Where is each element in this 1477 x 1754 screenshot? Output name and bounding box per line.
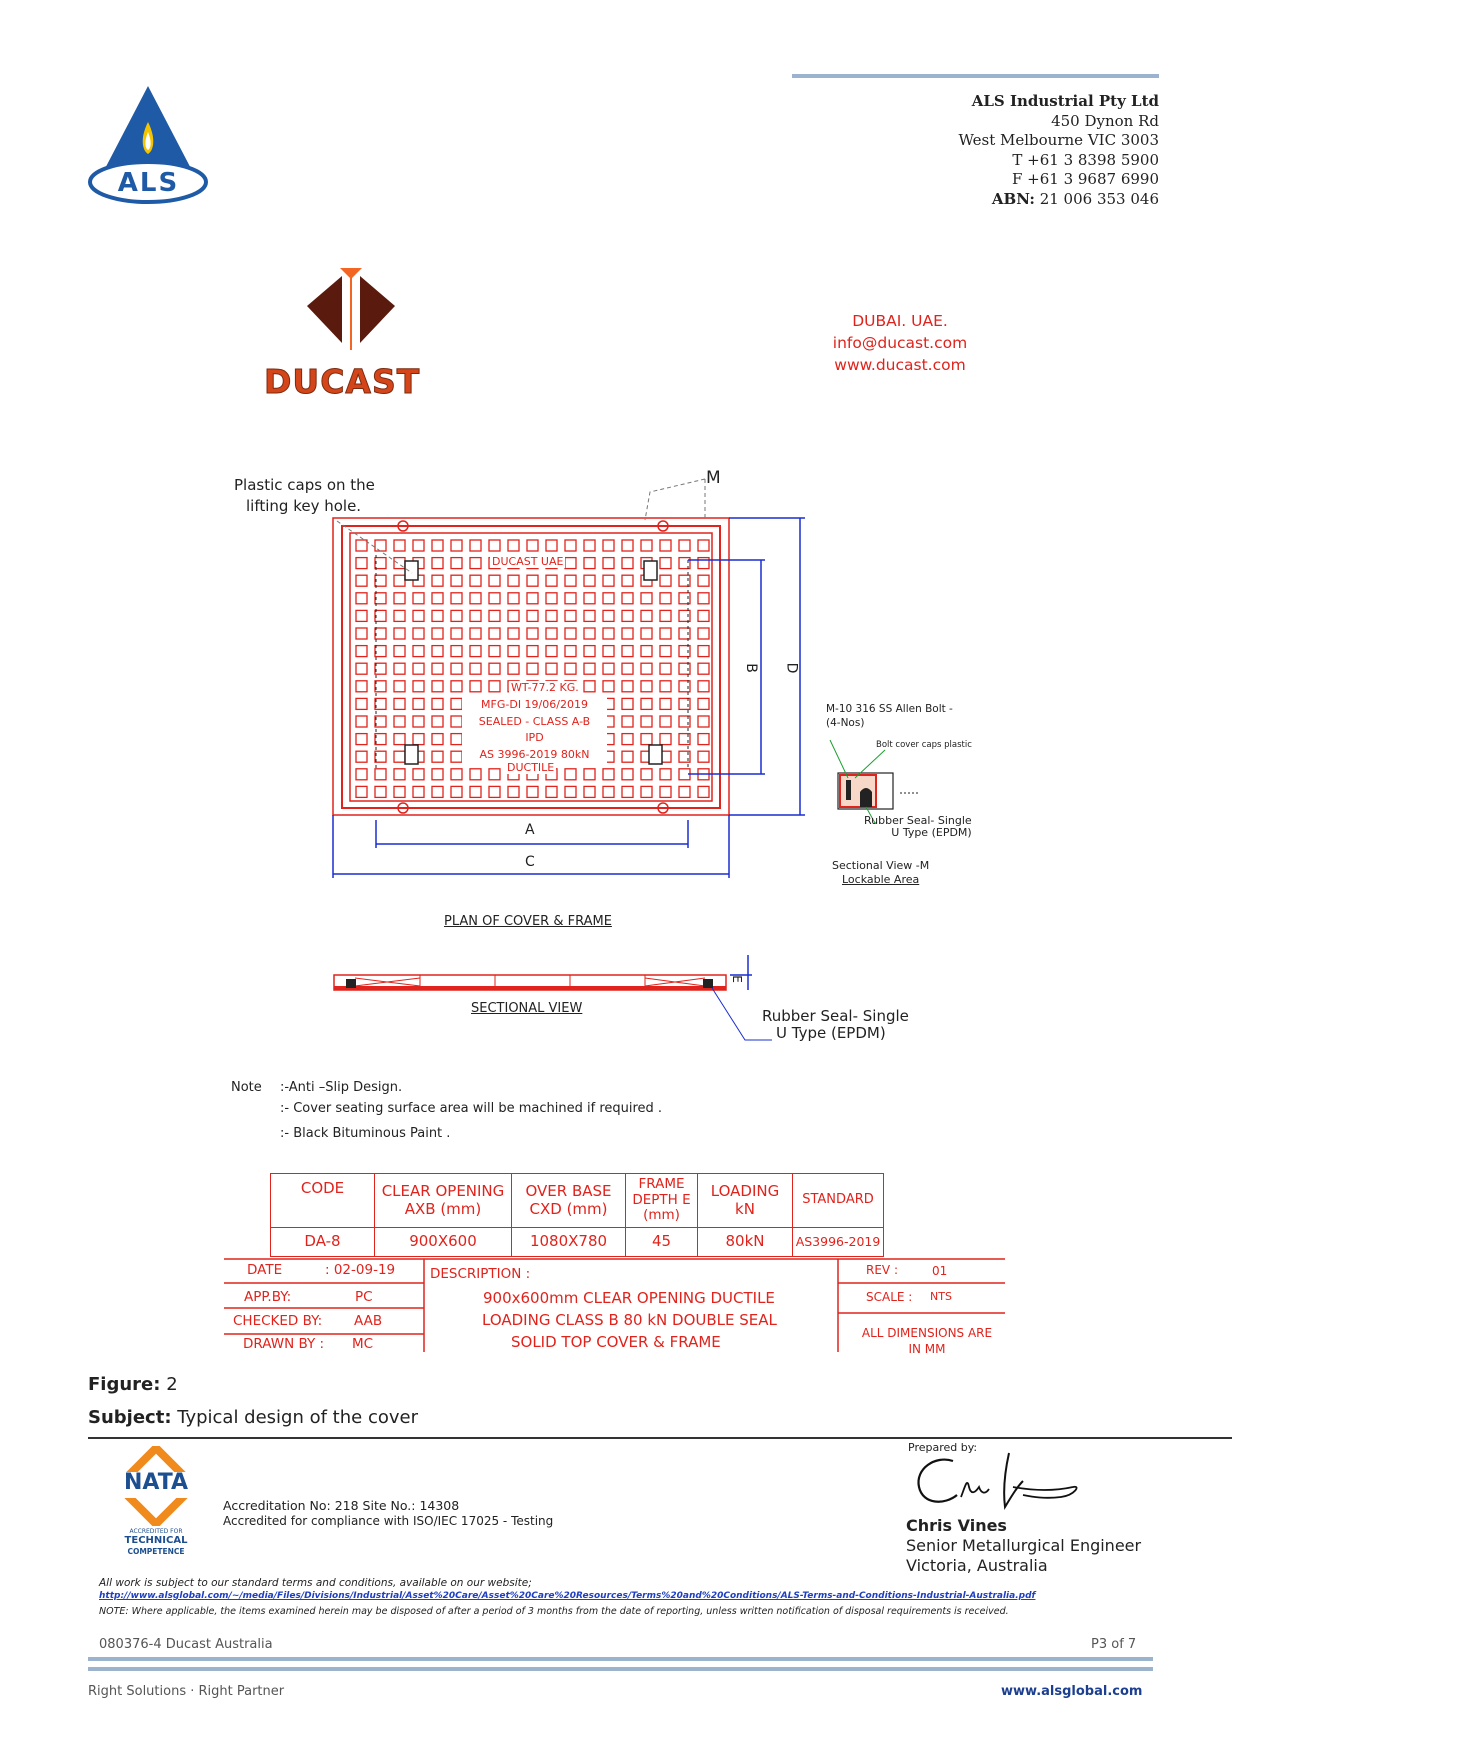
abn-label: ABN: (991, 189, 1035, 208)
footer-rule-2 (88, 1667, 1153, 1671)
signer-title: Senior Metallurgical Engineer (906, 1536, 1142, 1555)
note-item-2: :- Cover seating surface area will be machined if required . (280, 1101, 663, 1116)
checked-by-label: CHECKED BY: (233, 1313, 323, 1329)
spec-cell-frame-depth: 45 (625, 1227, 698, 1257)
date-value: : 02-09-19 (325, 1262, 396, 1278)
checked-by-value: AAB (354, 1313, 383, 1329)
nata-logo-text: NATA (123, 1470, 189, 1495)
dim-e-label: E (729, 975, 744, 983)
abn-value: 21 006 353 046 (1039, 189, 1159, 208)
dim-a-label: A (525, 822, 535, 838)
spec-cell-over-base: 1080X780 (511, 1227, 626, 1257)
spec-header-loading: LOADING kN (697, 1173, 793, 1228)
disposal-note: NOTE: Where applicable, the items examined herein may be disposed of after a period of 3 months from the date of reporting, unless written notification of disposal requirements is received. (99, 1606, 1009, 1617)
spec-header-frame-depth: FRAME DEPTH E (mm) (625, 1173, 698, 1228)
dimensions-note-line2: IN MM (908, 1342, 946, 1356)
spec-header-standard: STANDARD (792, 1173, 884, 1228)
scale-label: SCALE : (866, 1290, 913, 1304)
nata-sub-1: ACCREDITED FOR (129, 1528, 183, 1535)
ducast-logo-text: DUCAST (264, 362, 421, 401)
figure-label: Figure: (88, 1374, 161, 1395)
nata-sub-2: TECHNICAL (124, 1535, 188, 1546)
tagline: Right Solutions · Right Partner (88, 1684, 285, 1699)
address-line-1: 450 Dynon Rd (1051, 111, 1159, 130)
bolt-label-line2: (4-Nos) (826, 717, 865, 729)
dim-b-label: B (742, 663, 759, 673)
spec-cell-code: DA-8 (270, 1227, 375, 1257)
description-line-3: SOLID TOP COVER & FRAME (511, 1333, 721, 1351)
figure-caption (88, 1374, 178, 1395)
dim-d-label: D (783, 662, 800, 674)
rev-value: 01 (932, 1264, 948, 1278)
als-logo-text: ALS (117, 168, 180, 198)
cover-marking-3: MFG-DI 19/06/2019 (481, 698, 588, 711)
figure-value: 2 (166, 1374, 178, 1395)
app-by-label: APP.BY: (244, 1289, 292, 1305)
spec-cell-loading: 80kN (697, 1227, 793, 1257)
footer-top-rule (88, 1437, 1232, 1439)
phone: T +61 3 8398 5900 (1012, 150, 1159, 169)
seal-small-line2: U Type (EPDM) (891, 826, 972, 839)
note-item-1: :-Anti –Slip Design. (280, 1080, 403, 1095)
ducast-email: info@ducast.com (832, 334, 968, 352)
report-ref: 080376-4 Ducast Australia (99, 1637, 273, 1652)
subject-caption (88, 1407, 418, 1428)
note-label: Note (231, 1080, 262, 1095)
fax: F +61 3 9687 6990 (1011, 170, 1159, 188)
drawn-by-value: MC (352, 1336, 374, 1352)
spec-header-over-base: OVER BASE CXD (mm) (511, 1173, 626, 1228)
subject-value: Typical design of the cover (177, 1407, 418, 1428)
callout-caps-line2: lifting key hole. (246, 497, 362, 515)
website-link[interactable]: www.alsglobal.com (1001, 1684, 1143, 1699)
note-item-3: :- Black Bituminous Paint . (280, 1126, 451, 1141)
description-label: DESCRIPTION : (430, 1266, 531, 1282)
signer-name: Chris Vines (906, 1516, 1007, 1535)
nata-sub-3: COMPETENCE (127, 1547, 185, 1556)
ducast-website: www.ducast.com (834, 356, 966, 374)
address-line-2: West Melbourne VIC 3003 (958, 131, 1159, 149)
bolt-caps-label: Bolt cover caps plastic (876, 740, 972, 750)
ducast-location: DUBAI. UAE. (852, 312, 948, 330)
subject-label: Subject: (88, 1407, 172, 1428)
description-line-2: LOADING CLASS B 80 kN DOUBLE SEAL (482, 1311, 777, 1329)
description-line-1: 900x600mm CLEAR OPENING DUCTILE (483, 1289, 775, 1307)
spec-header-clear-opening: CLEAR OPENING AXB (mm) (374, 1173, 512, 1228)
scale-value: NTS (930, 1290, 952, 1303)
seal-small-line1: Rubber Seal- Single (864, 814, 972, 827)
cover-marking-1: DUCAST UAE (492, 555, 564, 568)
spec-cell-clear-opening: 900X600 (374, 1227, 512, 1257)
accreditation-compliance: Accredited for compliance with ISO/IEC 17025 - Testing (223, 1514, 554, 1528)
prepared-by-label: Prepared by: (908, 1441, 978, 1454)
callout-m: M (706, 468, 721, 488)
cover-marking-6: AS 3996-2019 80kN (479, 747, 590, 761)
spec-header-code: CODE (270, 1173, 375, 1228)
page-number: P3 of 7 (1091, 1637, 1137, 1652)
spec-cell-standard: AS3996-2019 (792, 1227, 884, 1257)
dim-c-label: C (525, 854, 535, 870)
app-by-value: PC (355, 1289, 373, 1305)
cover-marking-5: IPD (525, 731, 544, 744)
signer-location: Victoria, Australia (906, 1556, 1048, 1575)
dimensions-note-line1: ALL DIMENSIONS ARE (861, 1326, 993, 1340)
seal-large-line2: U Type (EPDM) (776, 1024, 886, 1042)
section-m-line2: Lockable Area (841, 873, 920, 886)
company-name: ALS Industrial Pty Ltd (971, 92, 1159, 110)
bolt-label-line1: M-10 316 SS Allen Bolt - (826, 703, 953, 715)
callout-caps-line1: Plastic caps on the (234, 476, 375, 494)
cover-marking-2: WT-77.2 KG. (511, 681, 579, 694)
plan-title: PLAN OF COVER & FRAME (444, 914, 612, 929)
cover-marking-4: SEALED - CLASS A-B (478, 714, 591, 728)
date-label: DATE (247, 1262, 283, 1278)
accreditation-number: Accreditation No: 218 Site No.: 14308 (223, 1498, 460, 1513)
rev-label: REV : (866, 1263, 898, 1277)
terms-url[interactable]: http://www.alsglobal.com/~/media/Files/Divisions/Industrial/Asset%20Care/Asset%20Care%20Resources/Terms%20and%20Conditions/ALS-Terms-and-Conditions-Industrial-Australia.pdf (99, 1591, 1036, 1601)
terms-line: All work is subject to our standard terms and conditions, available on our website; (99, 1577, 532, 1589)
drawn-by-label: DRAWN BY : (243, 1336, 325, 1352)
section-title: SECTIONAL VIEW (471, 1001, 583, 1016)
section-m-line1: Sectional View -M (832, 859, 930, 872)
footer-rule-1 (88, 1657, 1153, 1661)
seal-large-line1: Rubber Seal- Single (762, 1007, 909, 1025)
dimensions-note (850, 1325, 1004, 1357)
cover-marking-7: DUCTILE (507, 761, 555, 774)
signature (905, 1447, 1115, 1515)
nata-logo (112, 1446, 200, 1558)
